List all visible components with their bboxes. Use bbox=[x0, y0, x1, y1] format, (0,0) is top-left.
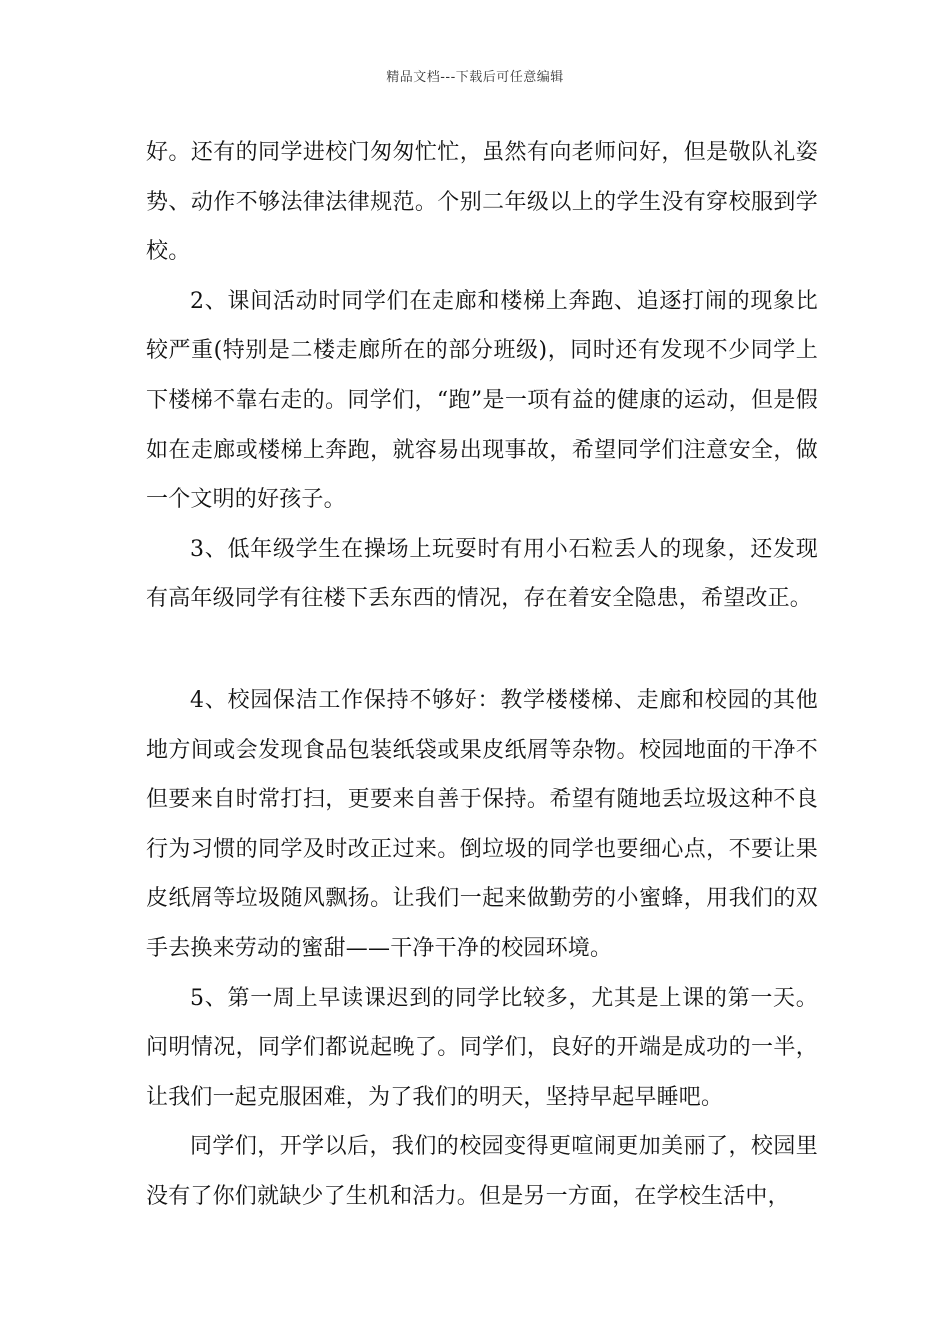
document-body bbox=[146, 128, 818, 1221]
paragraph-item-3: 3、低年级学生在操场上玩耍时有用小石粒丢人的现象，还发现有高年级同学有往楼下丢东西的情况，存在着安全隐患，希望改正。 bbox=[146, 536, 818, 612]
paragraph-item-2: 2、课间活动时同学们在走廊和楼梯上奔跑、追逐打闹的现象比较严重(特别是二楼走廊所在的部分班级)，同时还有发现不少同学上下楼梯不靠右走的。同学们，“跑”是一项有益的健康的运动，但是假如在走廊或楼梯上奔跑，就容易出现事故，希望同学们注意安全，做一个文明的好孩子。 bbox=[146, 288, 818, 513]
page-header: 精品文档---下载后可任意编辑 bbox=[386, 70, 564, 85]
paragraph-closing: 同学们，开学以后，我们的校园变得更喧闹更加美丽了，校园里没有了你们就缺少了生机和活力。但是另一方面，在学校生活中， bbox=[146, 1134, 818, 1209]
paragraph-item-5: 5、第一周上早读课迟到的同学比较多，尤其是上课的第一天。问明情况，同学们都说起晚了。同学们，良好的开端是成功的一半，让我们一起克服困难，为了我们的明天，坚持早起早睡吧。 bbox=[146, 985, 818, 1110]
paragraph-gap bbox=[146, 624, 818, 676]
paragraph-item-4: 4、校园保洁工作保持不够好：教学楼楼梯、走廊和校园的其他地方间或会发现食品包装纸袋或果皮纸屑等杂物。校园地面的干净不但要来自时常打扫，更要来自善于保持。希望有随地丢垃圾这种不良行为习惯的同学及时改正过来。倒垃圾的同学也要细心点，不要让果皮纸屑等垃圾随风飘扬。让我们一起来做勤劳的小蜜蜂，用我们的双手去换来劳动的蜜甜——干净干净的校园环境。 bbox=[146, 687, 818, 961]
paragraph-continuation: 好。还有的同学进校门匆匆忙忙，虽然有向老师问好，但是敬队礼姿势、动作不够法律法律规范。个别二年级以上的学生没有穿校服到学校。 bbox=[146, 140, 818, 265]
